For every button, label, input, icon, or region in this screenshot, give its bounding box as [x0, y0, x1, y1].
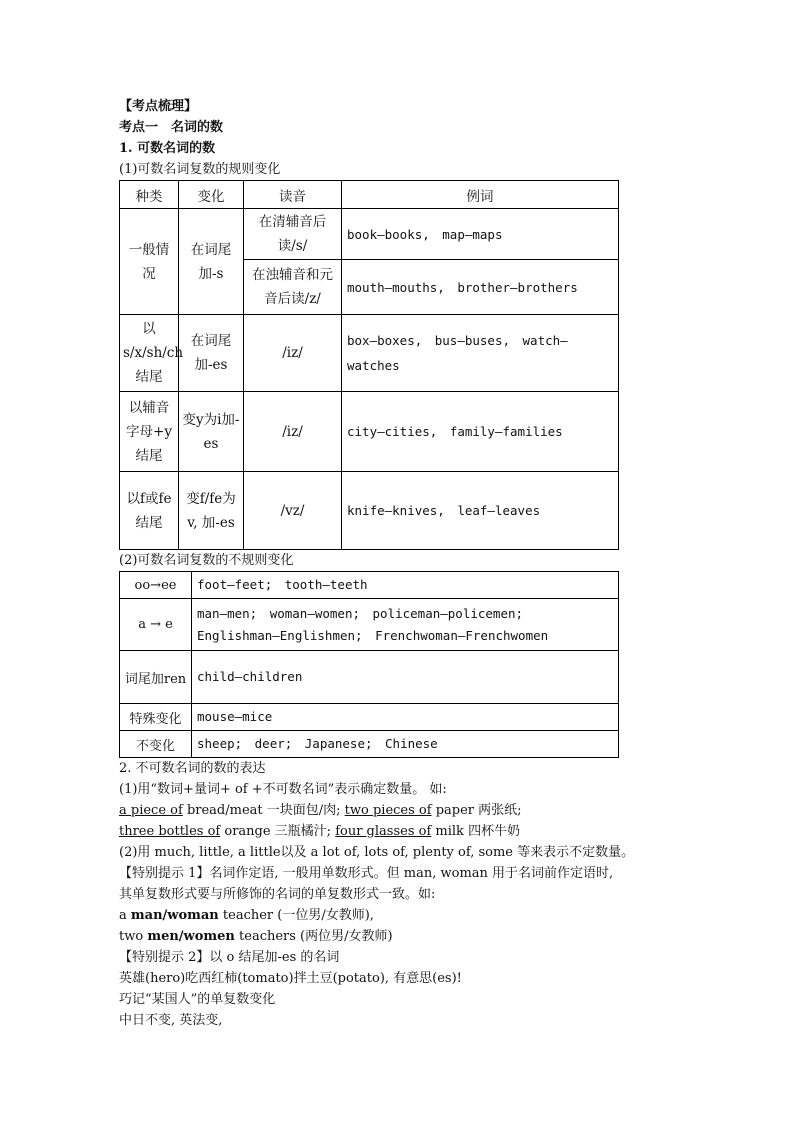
header-cell: 例词	[342, 181, 619, 209]
sound-cell: /iz/	[244, 315, 342, 392]
example-text: a	[119, 908, 131, 923]
sound-cell: 在清辅音后读/s/	[244, 209, 342, 260]
example-cell: foot—feet; tooth—teeth	[192, 572, 619, 599]
mnemonic-line: 英雄(hero)吃西红柿(tomato)拌土豆(potato), 有意思(es)!	[119, 971, 462, 986]
subheading-uncountable: 2. 不可数名词的数的表达	[119, 761, 266, 776]
example-line	[119, 800, 621, 821]
example-cell: city—cities, family—families	[342, 392, 619, 472]
example-text: two	[119, 929, 148, 944]
kind-cell: 一般情况	[120, 209, 179, 315]
kind-cell: 以s/x/sh/ch结尾	[120, 315, 179, 392]
sound-cell: /iz/	[244, 392, 342, 472]
example-text: teacher (一位男/女教师),	[218, 908, 374, 923]
example-cell: box—boxes, bus—buses, watch—watches	[342, 315, 619, 392]
subheading-countable: 1. 可数名词的数	[119, 141, 216, 156]
rule-definite-quantity: (1)用“数词+量词+ of +不可数名词”表示确定数量。 如:	[119, 782, 447, 797]
subheading-irregular: (2)可数名词复数的不规则变化	[119, 553, 294, 568]
kind-cell: 特殊变化	[120, 704, 192, 731]
kind-cell: 词尾加ren	[120, 651, 192, 704]
tip-1	[119, 863, 621, 884]
header-cell: 变化	[179, 181, 244, 209]
tip-text: 名词作定语, 一般用单数形式。但 man, woman 用于名词前作定语时,	[209, 866, 614, 881]
bold-phrase: men/women	[147, 929, 235, 944]
table-row	[120, 315, 619, 392]
example-line	[119, 821, 621, 842]
example-cell: mouth—mouths, brother—brothers	[342, 260, 619, 315]
section-title: 【考点梳理】	[119, 99, 198, 114]
subheading-regular: (1)可数名词复数的规则变化	[119, 162, 281, 177]
example-text: orange 三瓶橘汁;	[220, 824, 336, 839]
example-text: bread/meat 一块面包/肉;	[182, 803, 345, 818]
kind-cell: a → e	[120, 599, 192, 651]
underlined-phrase: three bottles of	[119, 824, 221, 839]
bold-phrase: man/woman	[130, 908, 219, 923]
table-row	[120, 392, 619, 472]
change-cell: 变y为i加-es	[179, 392, 244, 472]
example-cell: book—books, map—maps	[342, 209, 619, 260]
kind-cell: 以f或fe结尾	[120, 472, 179, 550]
kind-cell: oo→ee	[120, 572, 192, 599]
underlined-phrase: four glasses of	[335, 824, 432, 839]
underlined-phrase: two pieces of	[344, 803, 432, 818]
table-header-row	[120, 181, 619, 209]
regular-plural-table	[119, 180, 619, 550]
example-cell: knife—knives, leaf—leaves	[342, 472, 619, 550]
tip-2	[119, 947, 621, 968]
irregular-plural-table	[119, 571, 619, 758]
example-line	[119, 926, 621, 947]
rule-indefinite-quantity: (2)用 much, little, a little以及 a lot of, lots of, plenty of, some 等来表示不定数量。	[119, 845, 635, 860]
example-line	[119, 905, 621, 926]
example-cell: mouse—mice	[192, 704, 619, 731]
header-cell: 读音	[244, 181, 342, 209]
table-row	[120, 651, 619, 704]
table-row	[120, 599, 619, 651]
table-row	[120, 731, 619, 758]
example-line: man—men; woman—women; policeman—policemen;	[197, 605, 524, 621]
example-line: Englishman—Englishmen; Frenchwoman—Frenchwomen	[197, 627, 549, 643]
mnemonic-line: 中日不变, 英法变,	[119, 1013, 223, 1028]
underlined-phrase: a piece of	[119, 803, 183, 818]
sound-cell: 在浊辅音和元音后读/z/	[244, 260, 342, 315]
sound-cell: /vz/	[244, 472, 342, 550]
table-row	[120, 209, 619, 260]
tip-label: 【特别提示 1】	[119, 866, 210, 881]
example-text: milk 四杯牛奶	[431, 824, 521, 839]
tip-1-continued: 其单复数形式要与所修饰的名词的单复数形式一致。如:	[119, 887, 436, 902]
table-row	[120, 704, 619, 731]
kind-cell: 不变化	[120, 731, 192, 758]
tip-text: 以 o 结尾加-es 的名词	[209, 950, 340, 965]
topic-heading: 考点一 名词的数	[119, 120, 224, 135]
example-cell: child—children	[192, 651, 619, 704]
change-cell: 变f/fe为v, 加-es	[179, 472, 244, 550]
header-cell: 种类	[120, 181, 179, 209]
example-text: paper 两张纸;	[431, 803, 522, 818]
change-cell: 在词尾加-s	[179, 209, 244, 315]
mnemonic-heading: 巧记“某国人”的单复数变化	[119, 992, 276, 1007]
table-row	[120, 572, 619, 599]
tip-label: 【特别提示 2】	[119, 950, 210, 965]
table-row	[120, 472, 619, 550]
example-cell	[192, 599, 619, 651]
example-cell: sheep; deer; Japanese; Chinese	[192, 731, 619, 758]
example-text: teachers (两位男/女教师)	[234, 929, 393, 944]
kind-cell: 以辅音字母+y结尾	[120, 392, 179, 472]
change-cell: 在词尾加-es	[179, 315, 244, 392]
document-body	[119, 96, 635, 1031]
